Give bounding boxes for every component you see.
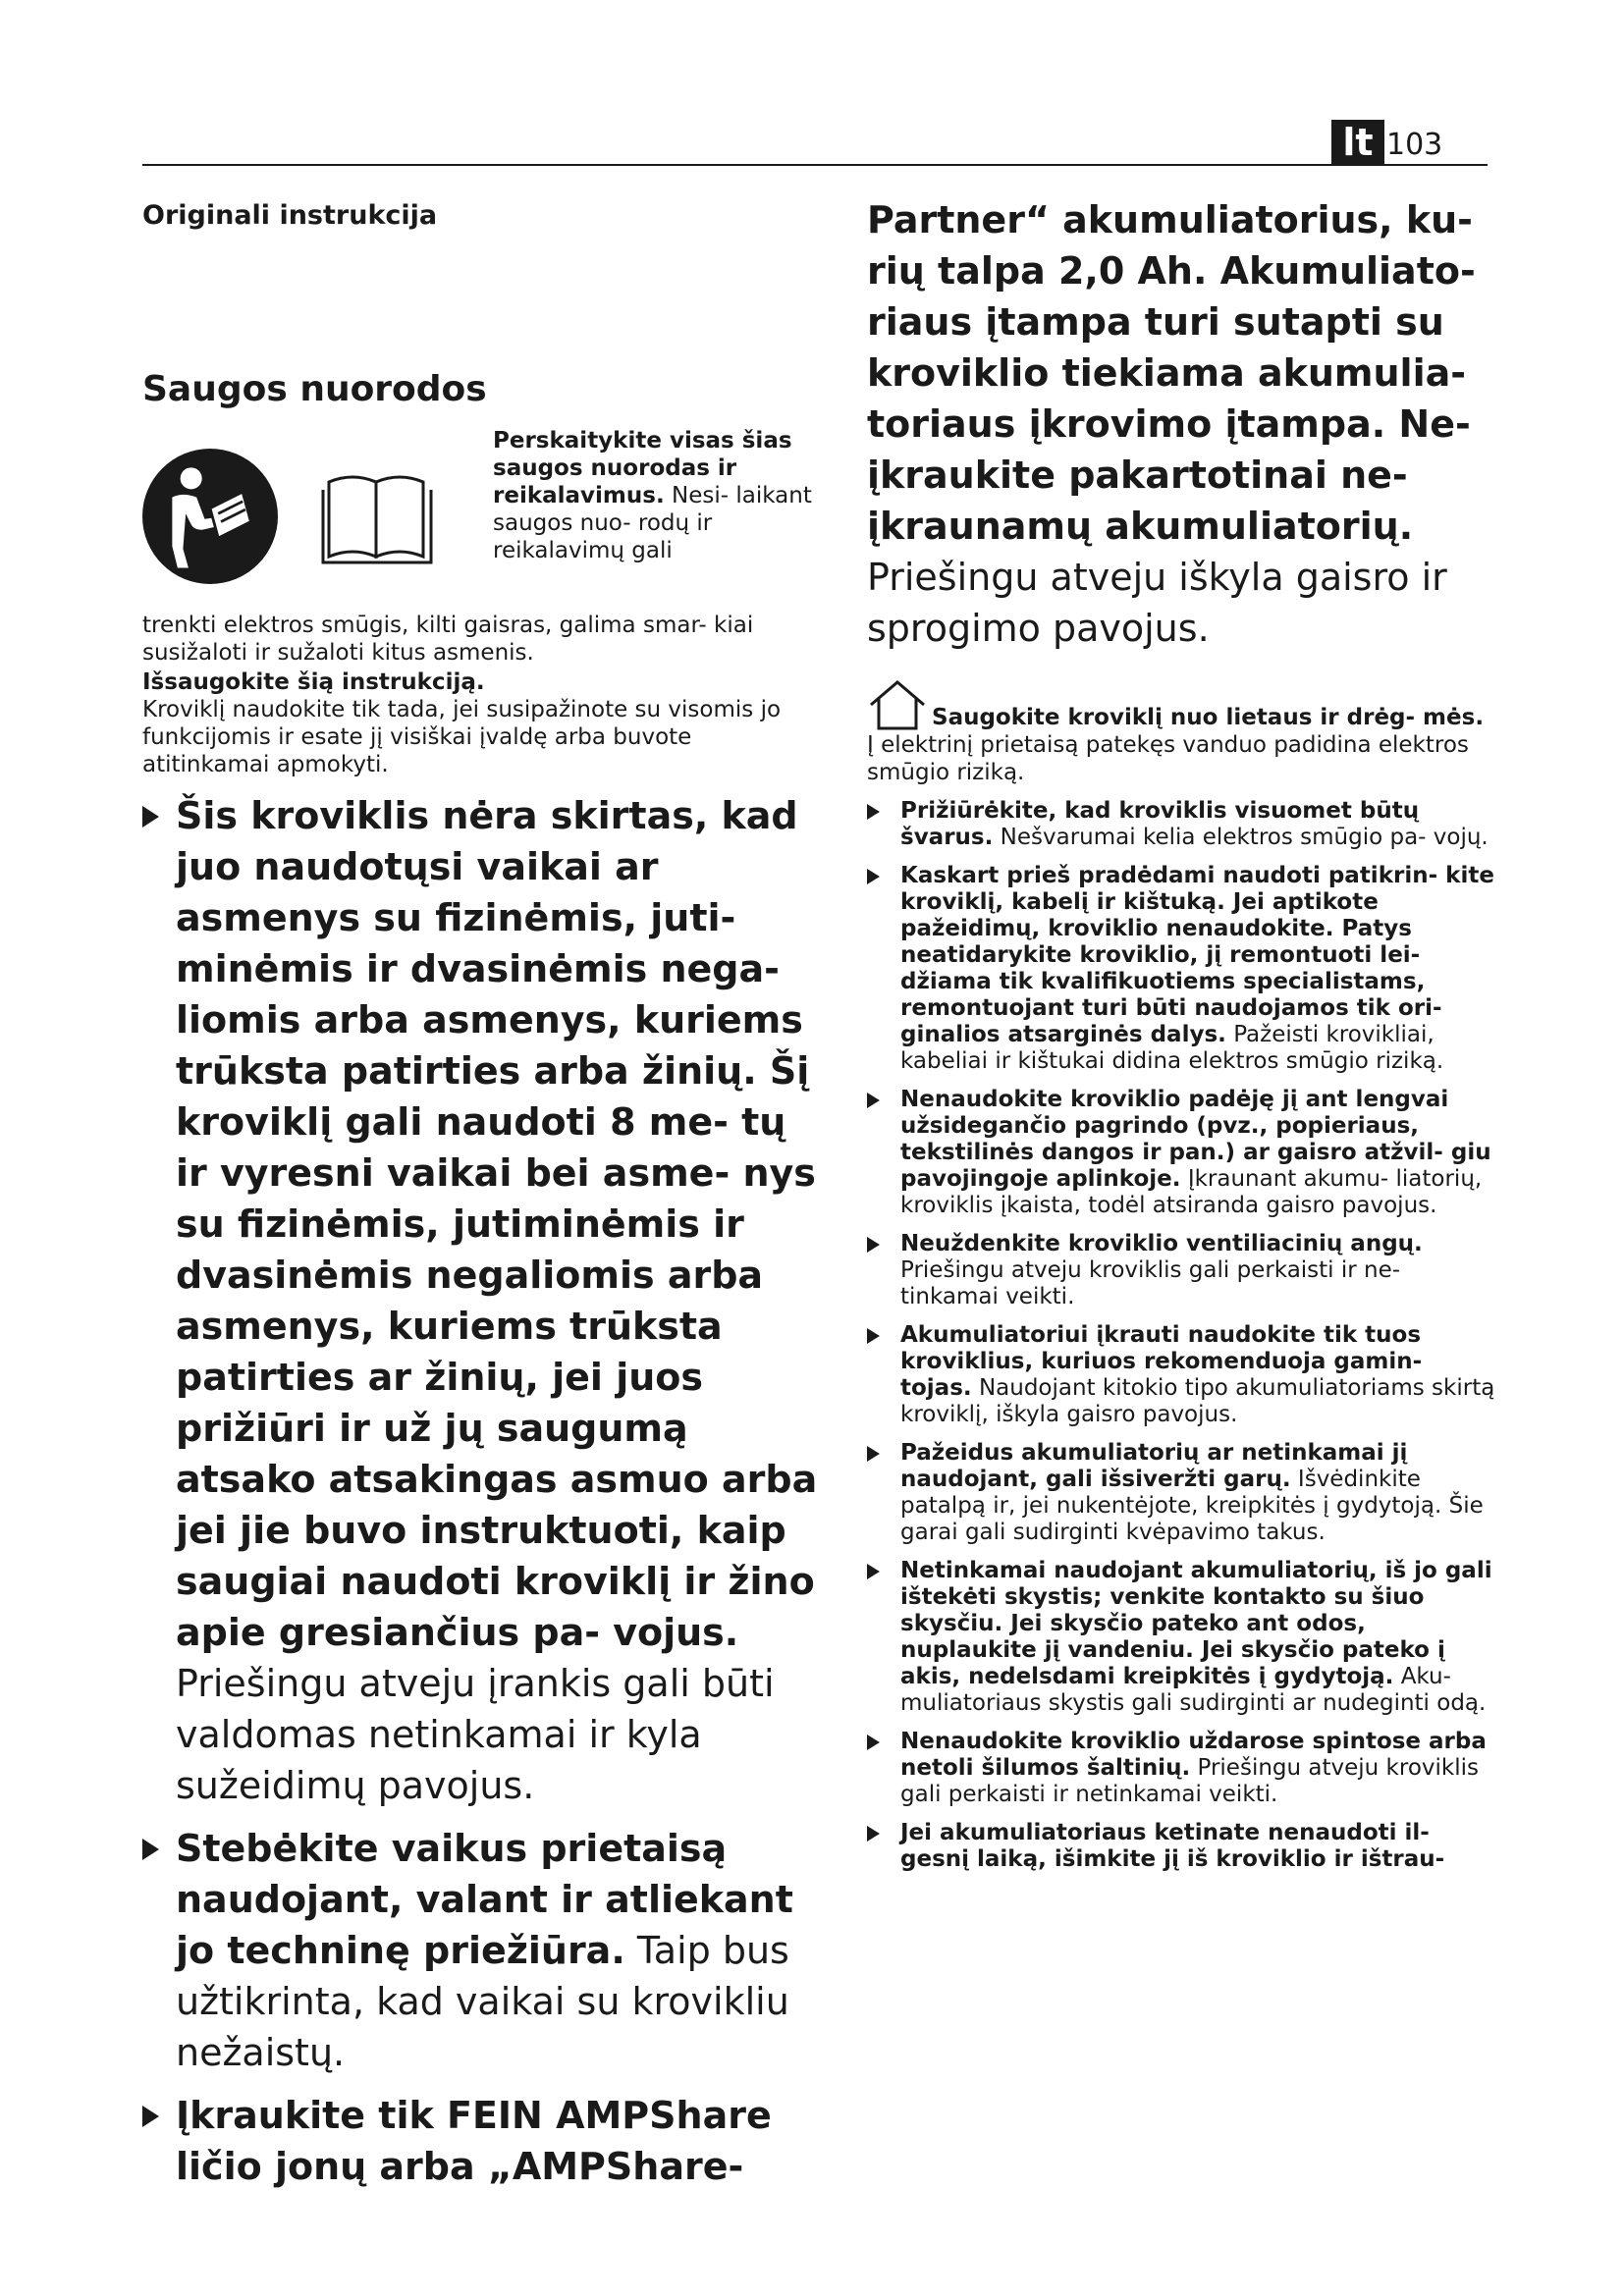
item-text: Taip bus užtikrinta, kad vaikai su krovikliu nežaistų. <box>176 1929 789 2074</box>
bullet-triangle-icon <box>867 1446 880 1462</box>
right-column <box>867 194 1495 1873</box>
list-item <box>867 863 1495 1075</box>
competence-paragraph: Kroviklį naudokite tik tada, jei susipažinote su visomis jo funkcijomis ir esate jį visiškai įvaldę arba buvote atitinkamai apmokyti. <box>142 697 782 777</box>
intro-continuation: trenkti elektros smūgis, kilti gaisras, galima smar- kiai susižaloti ir sužaloti kitus asmenis. <box>142 613 754 666</box>
bullet-triangle-icon <box>867 1093 880 1108</box>
bullet-triangle-icon <box>867 1564 880 1579</box>
page-number: 103 <box>1386 128 1443 162</box>
bullet-triangle-icon <box>142 2106 159 2127</box>
item-bold: Netinkamai naudojant akumuliatorių, iš jo gali ištekėti skystis; venkite kontakto su šiuo skysčiu. Jei skysčio pateko ant odos, nuplaukite jį vandeniu. Jei skysčio pateko į akis, nedelsdami kreipkitės į gydytoją. <box>900 1558 1492 1689</box>
item-text: Naudojant kitokio tipo akumuliatoriams skirtą kroviklį, iškyla gaisro pavojus. <box>900 1375 1495 1427</box>
manual-book-icon <box>319 466 435 564</box>
item-bold: Nenaudokite kroviklio padėję jį ant lengvai užsidegančio pagrindo (pvz., popieriaus, tekstilinės dangos ir pan.) ar gaisro atžvil- giu pavojingoje aplinkoje. <box>900 1087 1491 1192</box>
continuation-bold: Partner“ akumuliatorius, ku- rių talpa 2,0 Ah. Akumuliato- riaus įtampa turi sutapti su kroviklio tiekiama akumulia- toriaus įkrovimo įtampa. Ne- įkraukite pakartotinai ne- įkraunamų akumuliatorių. <box>867 198 1476 548</box>
bullet-triangle-icon <box>867 869 880 884</box>
intro-text-1: Nesi- laikant saugos nuo- rodų ir reikalavimų gali <box>493 483 812 563</box>
moisture-text: Į elektrinį prietaisą patekęs vanduo padidina elektros smūgio riziką. <box>867 732 1469 785</box>
original-instructions-label: Originali instrukcija <box>142 200 438 231</box>
item-bold: Jei akumuliatoriaus ketinate nenaudoti il- gesnį laiką, išimkite jį iš kroviklio ir ištrau- <box>900 1820 1445 1872</box>
item-text: Išvėdinkite patalpą ir, jei nukentėjote, kreipkitės į gydytoją. Šie garai gali sudirginti kvėpavimo takus. <box>900 1467 1484 1545</box>
list-item <box>142 1823 820 2078</box>
item-text: Aku- muliatoriaus skystis gali sudirginti ar nudeginti odą. <box>900 1664 1487 1716</box>
list-item <box>867 1440 1495 1546</box>
bullet-triangle-icon <box>867 1735 880 1750</box>
list-item <box>867 1729 1495 1808</box>
intro-bold: Perskaitykite visas šias saugos nuorodas ir reikalavimus. <box>493 428 792 508</box>
item-text: Įkraunant akumu- liatorių, kroviklis įkaista, todėl atsiranda gaisro pavojus. <box>900 1166 1483 1218</box>
item-bold: Akumuliatoriui įkrauti naudokite tik tuos kroviklius, kuriuos rekomenduoja gamin- tojas. <box>900 1322 1423 1401</box>
continuation-paragraph <box>867 194 1495 654</box>
header-rule <box>142 164 1488 166</box>
bullet-triangle-icon <box>867 1328 880 1344</box>
item-text: Priešingu atveju kroviklis gali perkaisti ir netinkamai veikti. <box>900 1755 1479 1807</box>
item-bold: Neuždenkite kroviklio ventiliacinių angų. <box>900 1231 1423 1256</box>
section-title: Saugos nuorodos <box>142 369 487 409</box>
list-item <box>867 1322 1495 1428</box>
item-bold: Įkraukite tik FEIN AMPShare ličio jonų arba „AMPShare- <box>176 2094 772 2188</box>
list-item <box>867 1558 1495 1717</box>
bullet-triangle-icon <box>867 804 880 820</box>
list-item <box>867 1231 1495 1310</box>
bullet-triangle-icon <box>142 1839 159 1860</box>
list-item <box>867 798 1495 851</box>
item-text: Priešingu atveju kroviklis gali perkaisti ir ne- tinkamai veikti. <box>900 1257 1401 1309</box>
house-icon <box>867 679 928 730</box>
language-badge: lt <box>1331 120 1384 165</box>
left-column <box>142 196 820 2192</box>
continuation-text: Priešingu atveju iškyla gaisro ir sprogimo pavojus. <box>867 556 1447 650</box>
item-bold: Kaskart prieš pradėdami naudoti patikrin- kite kroviklį, kabelį ir kištuką. Jei aptikote pažeidimų, kroviklio nenaudokite. Patys neatidarykite kroviklio, jį remontuoti lei- džiama tik kvalifikuotiems specialistams, remontuojant turi būti naudojamos tik ori- ginalios atsarginės dalys. <box>900 863 1494 1047</box>
item-bold: Šis kroviklis nėra skirtas, kad juo naudotųsi vaikai ar asmenys su fizinėmis, juti- minėmis ir dvasinėmis nega- liomis arba asmenys, kuriems trūksta patirties arba žinių. Šį kroviklį gali naudoti 8 me- tų ir vyresni vaikai bei asme- nys su fizinėmis, jutiminėmis ir dvasinėmis negaliomis arba asmenys, kuriems trūksta patirties ar žinių, jei juos prižiūri ir už jų saugumą atsako atsakingas asmuo arba jei jie buvo instruktuoti, kaip saugiai naudoti kroviklį ir žino apie gresiančius pa- vojus. <box>176 794 818 1654</box>
item-text: Priešingu atveju įrankis gali būti valdomas netinkamai ir kyla sužeidimų pavojus. <box>176 1662 775 1807</box>
intro-text <box>493 427 817 564</box>
item-bold: Stebėkite vaikus prietaisą naudojant, valant ir atliekant jo techninę priežiūra. <box>176 1827 793 1972</box>
list-item <box>142 790 820 1811</box>
list-item <box>142 2090 820 2192</box>
item-text: Nešvarumai kelia elektros smūgio pa- vojų. <box>1000 825 1489 850</box>
read-instructions-icon <box>142 449 278 584</box>
bullet-triangle-icon <box>867 1826 880 1842</box>
list-item <box>867 1087 1495 1219</box>
item-bold: Nenaudokite kroviklio uždarose spintose arba netoli šilumos šaltinių. <box>900 1729 1487 1781</box>
moisture-bold: Saugokite kroviklį nuo lietaus ir drėg- mės. <box>932 705 1485 730</box>
item-bold: Prižiūrėkite, kad kroviklis visuomet būtų švarus. <box>900 798 1420 850</box>
item-bold: Pažeidus akumuliatorių ar netinkamai jį naudojant, gali išsiveržti garų. <box>900 1440 1408 1492</box>
list-item <box>867 1820 1495 1873</box>
bullet-triangle-icon <box>142 806 159 828</box>
item-text: Pažeisti krovikliai, kabeliai ir kištukai didina elektros smūgio riziką. <box>900 1022 1444 1074</box>
keep-instructions: Išsaugokite šią instrukciją. <box>142 669 485 695</box>
intro-block <box>142 427 820 612</box>
bullet-triangle-icon <box>867 1237 880 1253</box>
moisture-warning <box>867 679 1495 786</box>
